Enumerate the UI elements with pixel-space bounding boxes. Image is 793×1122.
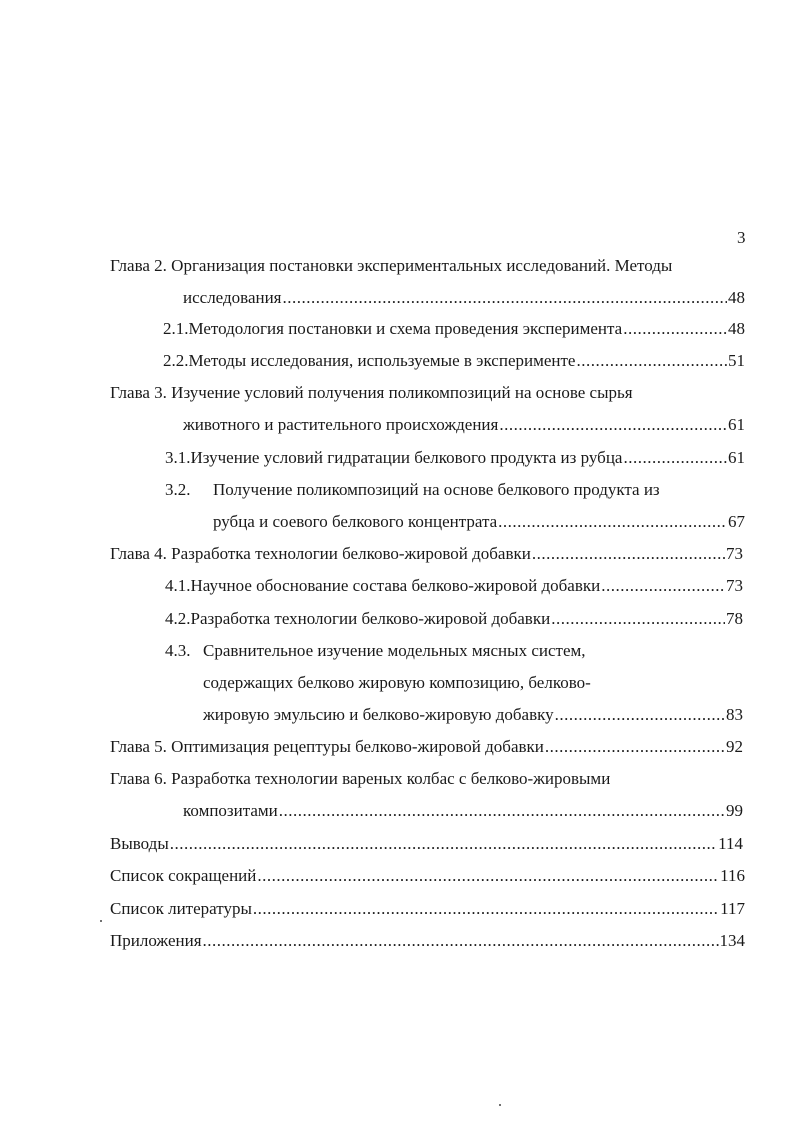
toc-section-4-3-title-cont: содержащих белково жировую композицию, белково- [203,673,591,692]
toc-section-title-cont: жировую эмульсию и белково-жировую добавку [203,705,554,724]
toc-section-title-cont: рубца и соевого белкового концентрата [213,512,498,531]
toc-leader-dots [279,801,725,821]
toc-section-number: 2.1. [163,319,189,338]
toc-entry-title: Список сокращений [110,866,257,885]
toc-entry-title: Выводы [110,834,169,853]
toc-section-title: Разработка технологии белково-жировой добавки [190,609,551,628]
toc-section-title: Сравнительное изучение модельных мясных систем, [203,641,586,660]
toc-chapter-6[interactable] [183,801,743,821]
page-number: 3 [737,228,746,247]
toc-chapter-6-title-cont: композитами [183,801,278,820]
toc-section-title: Методы исследования, используемые в эксперименте [188,351,576,370]
toc-leader-dots [532,544,725,564]
toc-section-number: 4.3. [165,641,191,660]
toc-chapter-title: Глава 5. Оптимизация рецептуры белково-жировой добавки [110,737,544,756]
toc-section-title: Получение поликомпозиций на основе белкового продукта из [213,480,660,499]
toc-page: 61 [728,448,745,467]
toc-entry-title: Приложения [110,931,202,950]
toc-page: 116 [720,866,745,885]
toc-leader-dots [551,609,725,629]
toc-section-4-3-title [165,641,586,661]
toc-leader-dots [623,319,727,339]
toc-section-number: 3.1. [165,448,191,467]
toc-section-3-2[interactable] [213,512,745,532]
toc-page: 78 [726,609,743,628]
toc-section-2-1[interactable] [163,319,745,339]
toc-page: 48 [728,288,745,307]
toc-leader-dots [545,737,725,757]
scan-speck [100,920,102,922]
toc-page: 117 [720,899,745,918]
toc-section-4-1[interactable] [165,576,743,596]
toc-page: 73 [726,544,743,563]
toc-leader-dots [170,834,717,854]
toc-section-title: Научное обоснование состава белково-жировой добавки [190,576,601,595]
toc-leader-dots [253,899,719,919]
toc-section-4-3[interactable] [203,705,743,725]
toc-section-number: 4.1. [165,576,191,595]
toc-leader-dots [601,576,725,596]
toc-page: 67 [728,512,745,531]
toc-page: 114 [718,834,743,853]
toc-references[interactable] [110,899,745,919]
toc-page: 73 [726,576,743,595]
toc-page: 99 [726,801,743,820]
scan-speck [499,1104,501,1106]
toc-section-number: 4.2. [165,609,191,628]
toc-chapter-3-title-cont: животного и растительного происхождения [183,415,499,434]
toc-section-number: 3.2. [165,480,191,499]
toc-leader-dots [499,415,727,435]
toc-leader-dots [623,448,727,468]
toc-page: 48 [728,319,745,338]
toc-section-3-1[interactable] [165,448,745,468]
toc-section-4-2[interactable] [165,609,743,629]
toc-section-3-2-title [165,480,660,500]
toc-leader-dots [576,351,727,371]
toc-chapter-2-title-cont: исследования [183,288,282,307]
toc-section-title: Изучение условий гидратации белкового продукта из рубца [190,448,623,467]
toc-page: 134 [719,931,745,950]
toc-section-2-2[interactable] [163,351,745,371]
toc-chapter-5[interactable] [110,737,743,757]
toc-leader-dots [257,866,719,886]
toc-chapter-4[interactable] [110,544,743,564]
toc-chapter-3[interactable] [183,415,745,435]
toc-entry-title: Список литературы [110,899,252,918]
toc-conclusions[interactable] [110,834,743,854]
toc-leader-dots [203,931,719,951]
toc-chapter-2[interactable] [183,288,745,308]
toc-chapter-title: Глава 4. Разработка технологии белково-жировой добавки [110,544,531,563]
toc-abbreviations[interactable] [110,866,745,886]
toc-chapter-3-title: Глава 3. Изучение условий получения поликомпозиций на основе сырья [110,383,633,402]
toc-section-title: Методология постановки и схема проведения эксперимента [188,319,623,338]
toc-page: 83 [726,705,743,724]
toc-leader-dots [555,705,725,725]
toc-section-number: 2.2. [163,351,189,370]
toc-page: 92 [726,737,743,756]
toc-page: 61 [728,415,745,434]
toc-appendices[interactable] [110,931,745,951]
toc-leader-dots [498,512,727,532]
toc-page: 51 [728,351,745,370]
toc-chapter-2-title: Глава 2. Организация постановки экспериментальных исследований. Методы [110,256,673,275]
toc-chapter-6-title: Глава 6. Разработка технологии вареных колбас с белково-жировыми [110,769,611,788]
toc-leader-dots [283,288,727,308]
